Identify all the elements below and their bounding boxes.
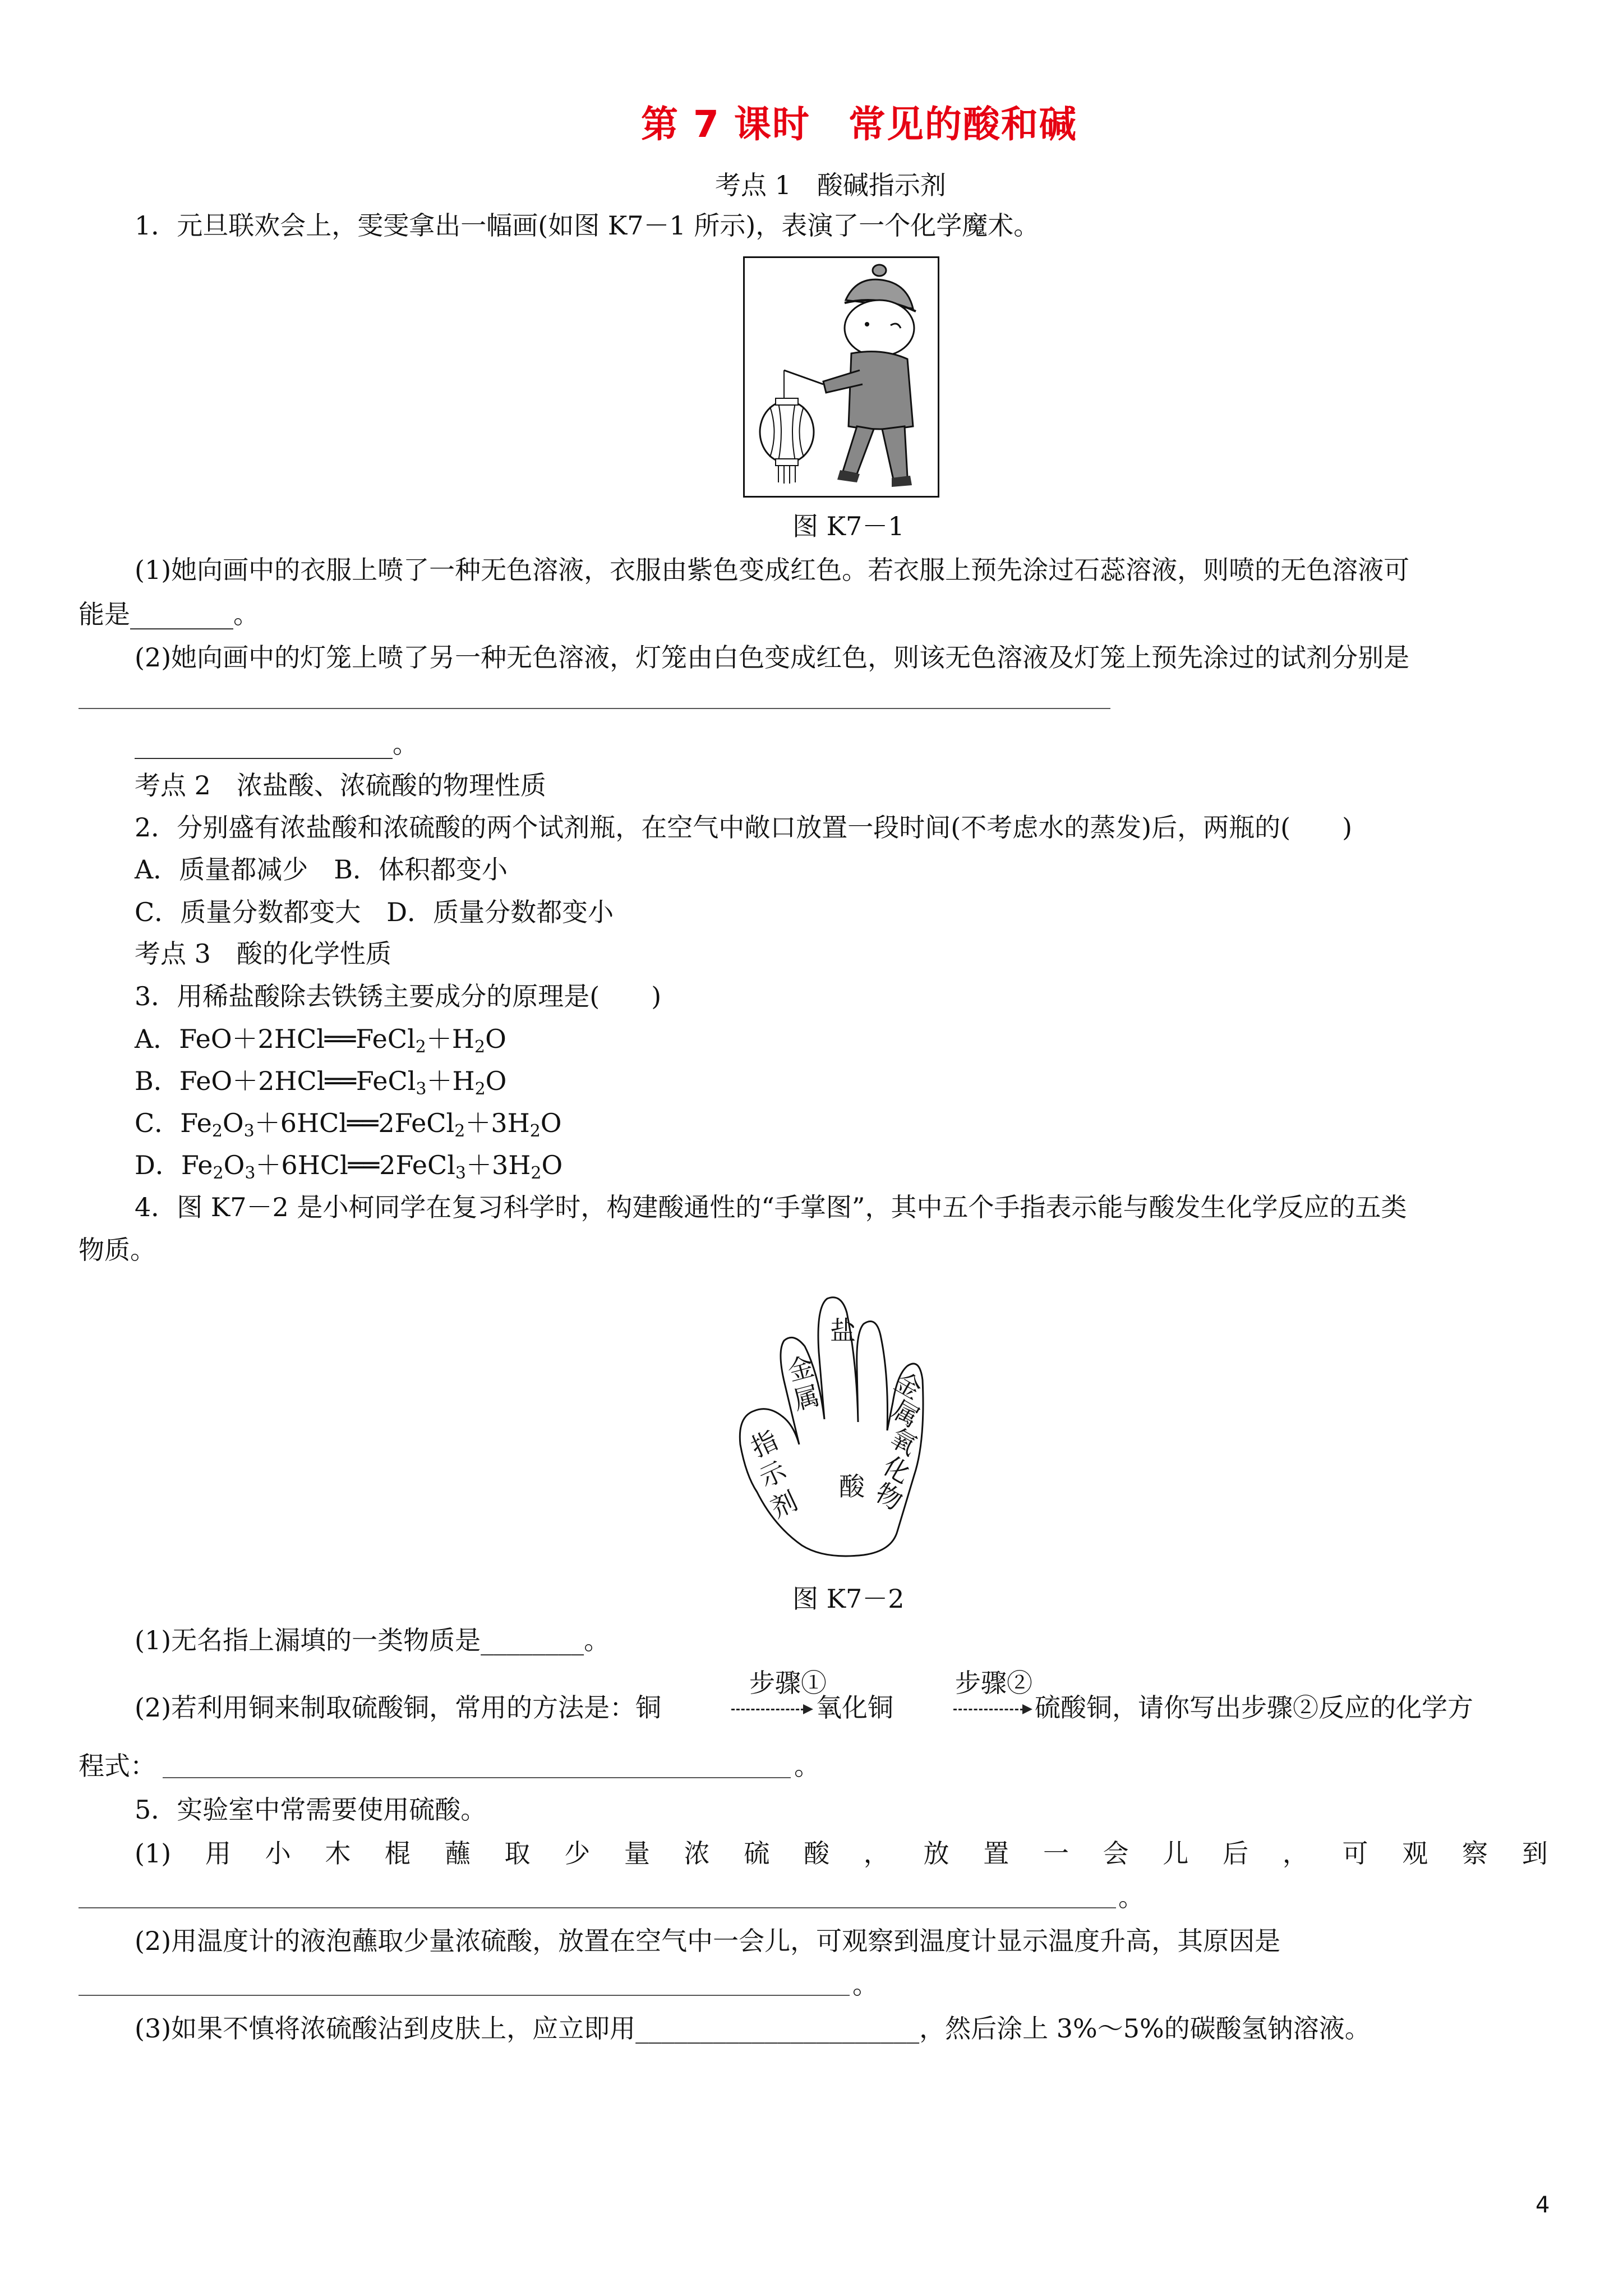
- question-5-part-2-line1: (2)用温度计的液泡蘸取少量浓硫酸，放置在空气中一会儿，可观察到温度计显示温度升高，其原因是: [135, 1926, 1281, 1956]
- section-heading-3: 考点 3 酸的化学性质: [135, 938, 391, 969]
- q5-part-2-end: 。: [852, 1970, 878, 2000]
- question-2-options-cd: C．质量分数都变大 D．质量分数都变小: [135, 897, 614, 927]
- question-1-part-1-line1: (1)她向画中的衣服上喷了一种无色溶液，衣服由紫色变成红色。若衣服上预先涂过石蕊溶液，则喷的无色溶液可: [135, 555, 1410, 585]
- section-heading-1: 考点 1 酸碱指示剂: [715, 170, 946, 200]
- equation-text: O: [485, 1024, 506, 1054]
- subscript: 2: [474, 1037, 486, 1057]
- q5-p1-char: (1): [135, 1838, 172, 1869]
- question-5-stem: 5．实验室中常需要使用硫酸。: [135, 1795, 487, 1825]
- equation-text: ＋6HCl══2FeCl: [255, 1150, 455, 1180]
- q5-p1-char: 儿: [1163, 1838, 1189, 1869]
- step-1-arrowhead: [803, 1704, 813, 1714]
- hand-middle-label: 盐: [830, 1315, 856, 1346]
- subscript: 2: [529, 1121, 541, 1141]
- q5-p1-char: 浓: [684, 1838, 710, 1869]
- question-5-part-3: [135, 2010, 1371, 2046]
- boy-with-lantern-illustration: [745, 258, 938, 496]
- q5-p1-char: 一: [1043, 1838, 1069, 1869]
- step-2-arrow-line: [953, 1709, 1023, 1710]
- equation-text: ＋H: [426, 1066, 475, 1096]
- hand-little-label-2: 属: [887, 1394, 925, 1433]
- answer-blank-line[interactable]: [79, 708, 1110, 709]
- q5-part-2-answer-line[interactable]: [79, 1995, 850, 1996]
- hand-thumb-label-1: 指: [746, 1424, 783, 1464]
- q5-p1-char: 棍: [385, 1838, 411, 1869]
- q5-p1-char: 用: [205, 1838, 231, 1869]
- figure-k7-2-hand: [729, 1290, 931, 1571]
- step-1-label: 步骤①: [749, 1668, 827, 1698]
- q5-part-1-answer-line[interactable]: [79, 1907, 1116, 1908]
- question-3-option-d: [135, 1147, 562, 1183]
- question-2-options-ab: A．质量都减少 B．体积都变小: [135, 854, 508, 885]
- equation-text: ＋H: [426, 1024, 474, 1054]
- equation-text: C．Fe: [135, 1108, 212, 1138]
- q5-p1-char: 置: [983, 1838, 1009, 1869]
- question-4-stem-line2: 物质。: [79, 1235, 156, 1265]
- step-2-label: 步骤②: [955, 1668, 1032, 1698]
- hand-index-label-1: 金: [784, 1350, 818, 1387]
- question-3-option-b: [135, 1063, 506, 1099]
- subscript: 3: [455, 1163, 466, 1183]
- subscript: 2: [474, 1079, 486, 1099]
- equation-text: O: [222, 1108, 244, 1138]
- q5-p1-char: 蘸: [444, 1838, 471, 1869]
- q5-p1-char: 木: [325, 1838, 351, 1869]
- hand-little-label-3: 氧: [884, 1422, 923, 1461]
- q5-p1-char: ，: [1282, 1838, 1308, 1869]
- q5-p1-char: ，: [863, 1838, 889, 1869]
- hand-index-label-2: 属: [790, 1379, 823, 1416]
- equation-text: O: [223, 1150, 245, 1180]
- question-1-part-2-line3: ____________________。: [135, 729, 418, 759]
- figure-k7-2-caption: 图 K7－2: [792, 1584, 905, 1614]
- question-4-part-2-suffix: 硫酸铜，请你写出步骤②反应的化学方: [1035, 1692, 1473, 1723]
- q5-p1-char: 会: [1103, 1838, 1129, 1869]
- equation-text: ＋6HCl══2FeCl: [254, 1108, 455, 1138]
- equation-text: O: [485, 1066, 507, 1096]
- equation-text: A．FeO＋2HCl══FeCl: [135, 1024, 416, 1054]
- question-3-option-a: [135, 1021, 506, 1057]
- q5-p1-char: 取: [504, 1838, 531, 1869]
- equation-text: O: [540, 1108, 562, 1138]
- intermediate-product: 氧化铜: [816, 1692, 893, 1723]
- equation-text: B．FeO＋2HCl══FeCl: [135, 1066, 416, 1096]
- figure-k7-1-caption: 图 K7－1: [792, 511, 905, 541]
- q5-p1-char: 可: [1342, 1838, 1368, 1869]
- question-4-part-2-prefix: (2)若利用铜来制取硫酸铜，常用的方法是：铜: [135, 1692, 662, 1723]
- question-2-stem: 2．分别盛有浓盐酸和浓硫酸的两个试剂瓶，在空气中敞口放置一段时间(不考虑水的蒸发)后，两瓶的( ): [135, 812, 1353, 843]
- question-4-part-1: (1)无名指上漏填的一类物质是________。: [135, 1625, 610, 1655]
- question-4-stem-line1: 4．图 K7－2 是小柯同学在复习科学时，构建酸通性的“手掌图”，其中五个手指表示能与酸发生化学反应的五类: [135, 1192, 1407, 1222]
- q5-part-1-end: 。: [1118, 1882, 1144, 1912]
- subscript: 2: [211, 1121, 223, 1141]
- q5-p1-char: 后: [1223, 1838, 1249, 1869]
- hand-little-label-1: 金: [889, 1366, 927, 1405]
- q5-part-3-blank[interactable]: ______________________: [635, 2013, 920, 2044]
- hand-thumb-label-3: 剂: [766, 1485, 803, 1524]
- hand-little-label-5: 物: [870, 1477, 908, 1516]
- question-3-stem: 3．用稀盐酸除去铁锈主要成分的原理是( ): [135, 981, 662, 1011]
- subscript: 3: [245, 1163, 256, 1183]
- subscript: 2: [454, 1121, 465, 1141]
- page-number: 4: [1536, 2192, 1550, 2218]
- subscript: 2: [213, 1163, 224, 1183]
- figure-k7-1: [743, 256, 939, 498]
- q5-part-3-prefix: (3)如果不慎将浓硫酸沾到皮肤上，应立即用: [135, 2013, 636, 2044]
- hand-thumb-label-2: 示: [754, 1455, 791, 1494]
- equation-text: D．Fe: [135, 1150, 213, 1180]
- subscript: 2: [531, 1163, 542, 1183]
- step-2-arrowhead: [1022, 1704, 1032, 1714]
- q5-p1-char: 察: [1461, 1838, 1488, 1869]
- question-3-option-c: [135, 1105, 562, 1141]
- subscript: 3: [243, 1121, 255, 1141]
- q5-p1-char: 到: [1521, 1838, 1548, 1869]
- step-1-arrow: [731, 1709, 804, 1710]
- section-heading-2: 考点 2 浓盐酸、浓硫酸的物理性质: [135, 770, 546, 800]
- question-1-part-2-line1: (2)她向画中的灯笼上喷了另一种无色溶液，灯笼由白色变成红色，则该无色溶液及灯笼上预先涂过的试剂分别是: [135, 642, 1410, 673]
- question-1-part-1-line2: 能是________。: [79, 599, 259, 629]
- q5-p1-char: 酸: [804, 1838, 830, 1869]
- question-1-stem: 1．元旦联欢会上，雯雯拿出一幅画(如图 K7－1 所示)，表演了一个化学魔术。: [135, 210, 1040, 241]
- equation-answer-line[interactable]: [163, 1777, 791, 1778]
- equation-end: 。: [794, 1751, 820, 1781]
- equation-text: O: [541, 1150, 563, 1180]
- equation-text: ＋3H: [465, 1108, 530, 1138]
- equation-text: ＋3H: [466, 1150, 531, 1180]
- subscript: 3: [416, 1079, 427, 1099]
- q5-p1-char: 放: [923, 1838, 949, 1869]
- q5-p1-char: 量: [624, 1838, 650, 1869]
- subscript: 2: [415, 1037, 426, 1057]
- q5-p1-char: 观: [1402, 1838, 1428, 1869]
- q5-p1-char: 小: [265, 1838, 291, 1869]
- q5-part-3-suffix: ，然后涂上 3%～5%的碳酸氢钠溶液。: [919, 2013, 1371, 2044]
- q5-p1-char: 硫: [744, 1838, 770, 1869]
- hand-little-label-4: 化: [878, 1450, 916, 1489]
- q5-p1-char: 少: [564, 1838, 591, 1869]
- hand-palm-label: 酸: [839, 1471, 865, 1502]
- question-5-part-1-line1: [135, 1835, 1548, 1871]
- equation-label: 程式：: [79, 1751, 156, 1781]
- page-title: 第 7 课时 常见的酸和碱: [641, 103, 1077, 146]
